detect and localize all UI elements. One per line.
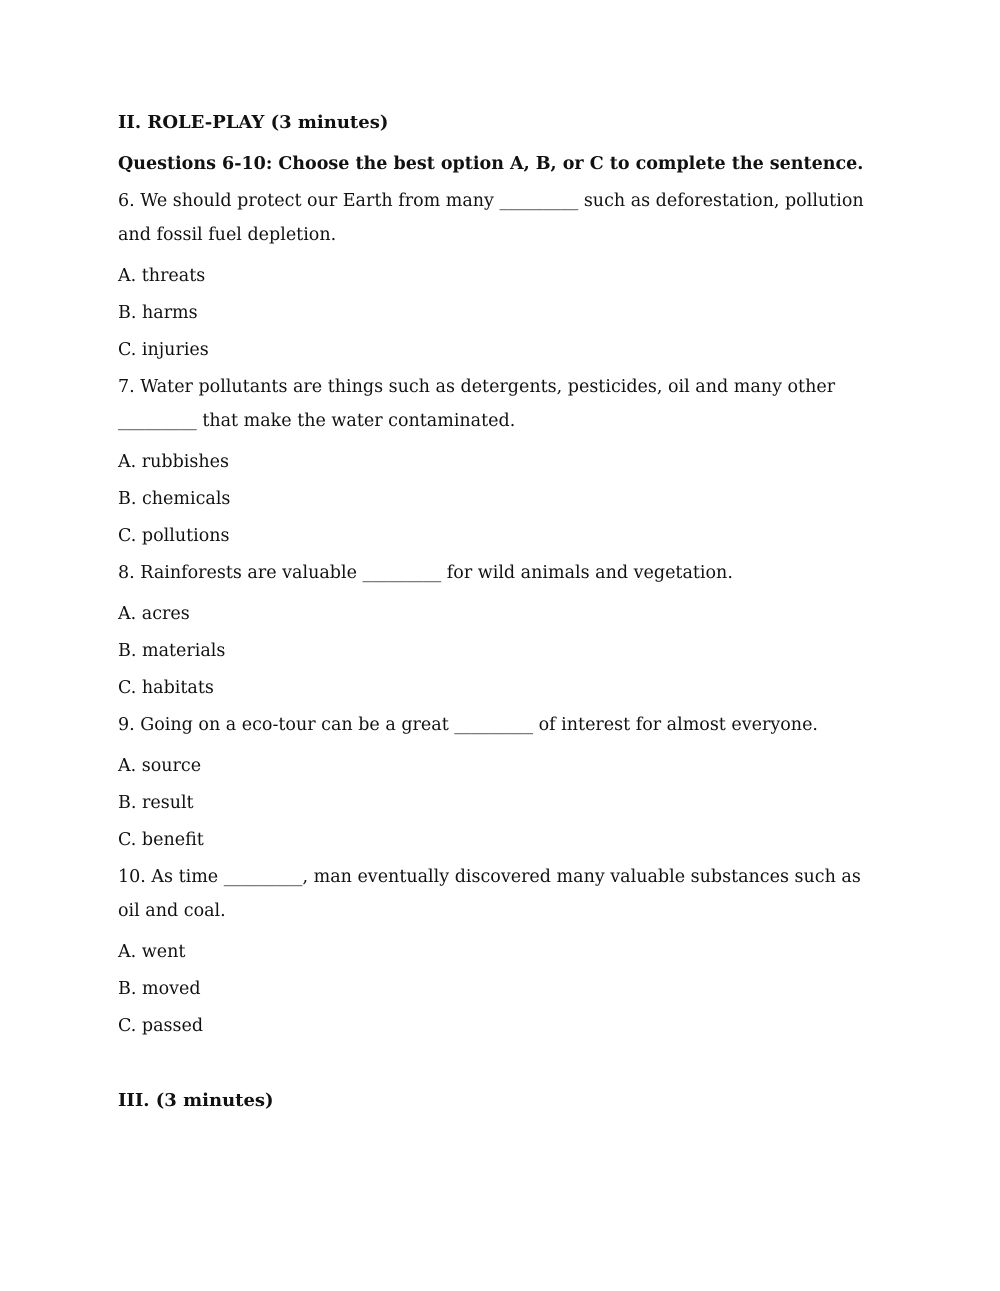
option-b: B. materials <box>118 641 226 661</box>
question-list <box>118 184 888 1039</box>
section-2-instruction: Questions 6-10: Choose the best option A, B, or C to complete the sentence. <box>118 154 864 174</box>
option-c: C. passed <box>118 1016 204 1036</box>
question-10 <box>118 860 888 1039</box>
option-a: A. source <box>118 756 202 776</box>
question-7 <box>118 370 888 549</box>
question-stem: 7. Water pollutants are things such as detergents, pesticides, oil and many other _________ that make the water contaminated. <box>118 377 836 431</box>
option-a: A. threats <box>118 266 206 286</box>
question-stem: 8. Rainforests are valuable _________ for wild animals and vegetation. <box>118 563 733 583</box>
option-b: B. moved <box>118 979 201 999</box>
question-stem: 6. We should protect our Earth from many _________ such as deforestation, pollution and fossil fuel depletion. <box>118 191 864 245</box>
option-c: C. habitats <box>118 678 214 698</box>
section-3-title: III. (3 minutes) <box>118 1090 274 1111</box>
section-2-title: II. ROLE-PLAY (3 minutes) <box>118 112 389 133</box>
option-c: C. benefit <box>118 830 204 850</box>
worksheet-page <box>118 110 888 1039</box>
question-6 <box>118 184 888 363</box>
option-b: B. chemicals <box>118 489 231 509</box>
option-b: B. result <box>118 793 194 813</box>
question-8 <box>118 556 888 701</box>
option-a: A. went <box>118 942 186 962</box>
question-9 <box>118 708 888 853</box>
option-a: A. rubbishes <box>118 452 229 472</box>
question-stem: 9. Going on a eco-tour can be a great _________ of interest for almost everyone. <box>118 715 818 735</box>
question-stem: 10. As time _________, man eventually discovered many valuable substances such as oil and coal. <box>118 867 861 921</box>
option-b: B. harms <box>118 303 198 323</box>
option-a: A. acres <box>118 604 190 624</box>
option-c: C. injuries <box>118 340 209 360</box>
option-c: C. pollutions <box>118 526 230 546</box>
